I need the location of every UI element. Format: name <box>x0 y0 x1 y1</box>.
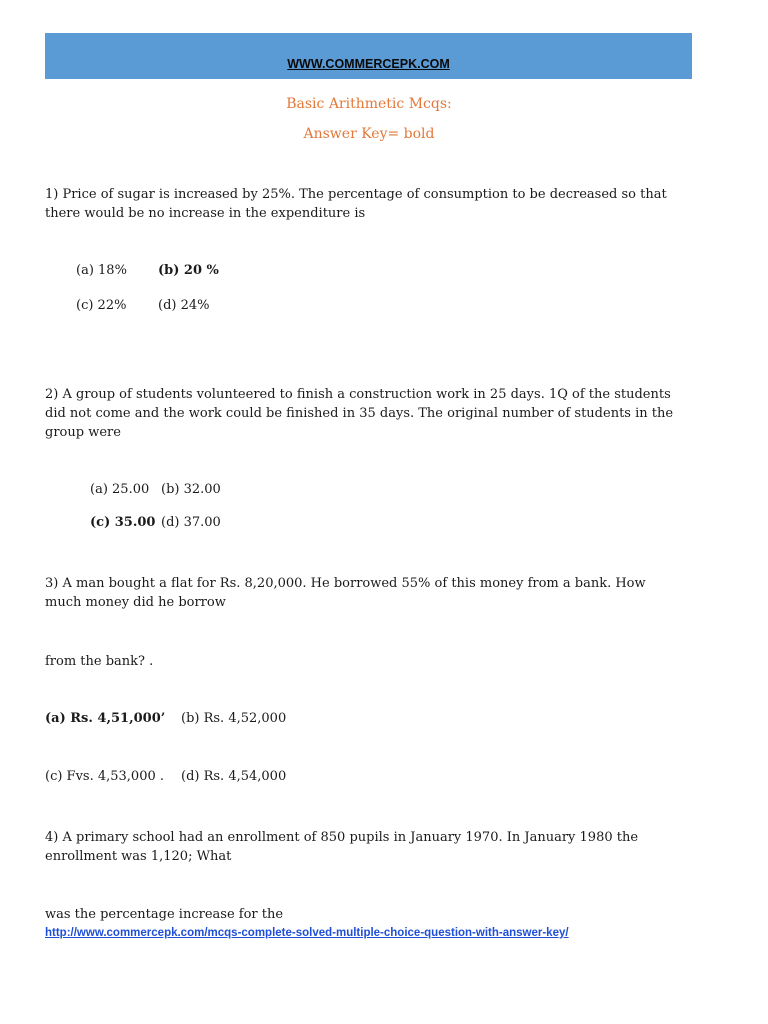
question-3-line-2: much money did he borrow <box>45 595 226 610</box>
question-4-line-3: was the percentage increase for the <box>45 907 284 922</box>
footer-link[interactable]: http://www.commercepk.com/mcqs-complete-solved-multiple-choice-question-with-answer-key/ <box>45 927 569 939</box>
q2-option-c-answer: (c) 35.00 <box>90 515 156 530</box>
q3-option-b: (b) Rs. 4,52,000 <box>181 711 287 726</box>
q1-option-d: (d) 24% <box>158 298 210 313</box>
q1-option-b-answer: (b) 20 % <box>158 263 219 278</box>
question-3-line-1: 3) A man bought a flat for Rs. 8,20,000. He borrowed 55% of this money from a bank. How <box>45 576 646 591</box>
question-1-line-2: there would be no increase in the expenditure is <box>45 206 366 221</box>
page-title: Basic Arithmetic Mcqs: <box>286 96 452 112</box>
q2-option-b: (b) 32.00 <box>161 482 221 497</box>
question-4-line-1: 4) A primary school had an enrollment of 850 pupils in January 1970. In January 1980 the <box>45 830 639 845</box>
question-4-line-2: enrollment was 1,120; What <box>45 849 232 864</box>
question-2-line-2: did not come and the work could be finished in 35 days. The original number of students in the <box>45 406 674 421</box>
site-link[interactable]: WWW.COMMERCEPK.COM <box>287 57 450 71</box>
q3-option-a-answer: (a) Rs. 4,51,000’ <box>45 711 166 726</box>
question-2-line-1: 2) A group of students volunteered to finish a construction work in 25 days. 1Q of the students <box>45 387 671 402</box>
answer-key-note: Answer Key= bold <box>303 126 435 142</box>
question-3-line-3: from the bank? . <box>45 654 154 669</box>
question-2-line-3: group were <box>45 425 121 440</box>
q1-option-c: (c) 22% <box>76 298 127 313</box>
q3-option-c: (c) Fvs. 4,53,000 . <box>45 769 165 784</box>
q1-option-a: (a) 18% <box>76 263 127 278</box>
q2-option-d: (d) 37.00 <box>161 515 221 530</box>
header-bar <box>45 33 692 79</box>
question-1-line-1: 1) Price of sugar is increased by 25%. The percentage of consumption to be decreased so that <box>45 187 667 202</box>
q2-option-a: (a) 25.00 <box>90 482 150 497</box>
q3-option-d: (d) Rs. 4,54,000 <box>181 769 287 784</box>
